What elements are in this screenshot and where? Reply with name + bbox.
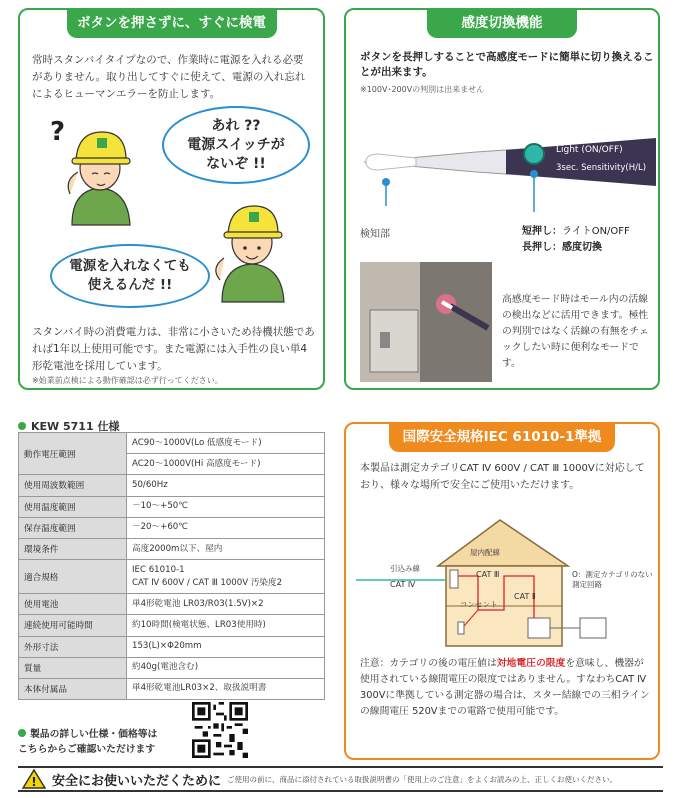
safety-standard-panel — [344, 422, 660, 760]
warning-title: 安全にお使いいただくために — [52, 773, 222, 789]
table-row: 環境条件 高度2000m以下、屋内 — [19, 538, 325, 559]
sensitivity-panel — [344, 8, 660, 390]
label-hikikomi: 引込み線 — [390, 564, 420, 573]
label-cat3: CAT Ⅲ — [476, 570, 500, 579]
spec-title: KEW 5711 仕様 — [18, 418, 119, 434]
no-button-panel — [18, 8, 325, 390]
warning-text: ご使用の前に、商品に添付されている取扱説明書の「使用上のご注意」をよくお読みの上、正しくお使いください。 — [227, 774, 618, 784]
table-row: 使用温度範囲 －10～+50℃ — [19, 496, 325, 517]
long-press-label: 長押し：感度切換 — [522, 242, 602, 253]
spec-table — [18, 432, 325, 700]
table-row: 外形寸法 153(L)×Φ20mm — [19, 636, 325, 657]
table-row: AC20～1000V(Hi 高感度モード) — [19, 454, 325, 475]
table-row: 本体付属品 単4形乾電池LR03×2、取扱説明書 — [19, 678, 325, 699]
label-cat2: CAT Ⅱ — [514, 592, 536, 601]
speech-bubble-happy: 電源を入れなくても 使えるんだ !! — [50, 244, 210, 308]
speech-bubble-confused: あれ ?? 電源スイッチが ないぞ !! — [162, 106, 310, 184]
panel-title: 感度切換機能 — [427, 8, 577, 38]
check-note: ※始業前点検による動作確認は必ず行ってください。 — [32, 376, 223, 385]
mode-description: 高感度モード時はモール内の活線の検出などに活用できます。極性の判別ではなく活線の有無をチェックしたい時に便利なモードです。 — [502, 294, 649, 369]
device-sensitivity-label: 3sec. Sensitivity(H/L) — [556, 163, 647, 173]
table-row: 使用電池 単4形乾電池 LR03/R03(1.5V)×2 — [19, 594, 325, 615]
worker-happy-illustration — [200, 184, 310, 304]
safety-warning-bar — [18, 766, 663, 792]
voltage-note: ※100V･200Vの判別は出来ません — [360, 85, 485, 94]
panel-title: 国際安全規格IEC 61010-1準拠 — [389, 422, 615, 452]
intro-text: 常時スタンバイタイプなので、作業時に電源を入れる必要がありません。取り出してすぐに使えて、電源の入れ忘れによるヒューマンエラーを防止します。 — [32, 54, 306, 100]
qr-code[interactable] — [192, 702, 248, 758]
label-indoor-wiring: 屋内配線 — [470, 548, 500, 557]
label-outlet: コンセント — [460, 600, 498, 609]
standby-text: スタンバイ時の消費電力は、非常に小さいため待機状態であれば1年以上使用可能です。また電源には入手性の良い単4形乾電池を採用しています。 — [32, 326, 315, 372]
lead-text: ボタンを長押しすることで高感度モードに簡単に切り換えることが出来ます。 — [360, 51, 654, 78]
svg-text:!: ! — [31, 775, 37, 789]
usage-photo — [360, 262, 492, 382]
safety-text: 本製品は測定カテゴリCAT Ⅳ 600V / CAT Ⅲ 1000Vに対応しており、様々な場所で安全にご使用いただけます。 — [360, 463, 645, 491]
table-row: 使用周波数範囲 50/60Hz — [19, 475, 325, 496]
worker-confused-illustration — [42, 110, 152, 230]
device-light-label: Light (ON/OFF) — [556, 145, 623, 155]
details-text: 製品の詳しい仕様・価格等は こちらからご確認いただけます — [18, 729, 158, 755]
label-o-category: O：測定カテゴリのない 測定回路 — [572, 570, 653, 589]
table-row: 質量 約40g(電池含む) — [19, 657, 325, 678]
short-press-label: 短押し：ライトON/OFF — [522, 226, 630, 237]
panel-title: ボタンを押さずに、すぐに検電 — [67, 8, 277, 38]
table-row: 動作電圧範囲 AC90～1000V(Lo 低感度モード) — [19, 433, 325, 454]
label-cat4: CAT Ⅳ — [390, 580, 416, 589]
warning-icon — [22, 769, 46, 789]
table-row: 適合規格 IEC 61010-1 CAT Ⅳ 600V / CAT Ⅲ 1000V 汚染度2 — [19, 560, 325, 594]
detect-label: 検知部 — [360, 229, 390, 240]
table-row: 保存温度範囲 －20～+60℃ — [19, 517, 325, 538]
svg-text:?: ? — [50, 117, 66, 147]
table-row: 連続使用可能時間 約10時間(検電状態、LR03使用時) — [19, 615, 325, 636]
category-notice: 注意：カテゴリの後の電圧値は対地電圧の限度を意味し、機器が使用されている線間電圧の限度ではありません。すなわちCAT Ⅳ 300Vに準拠している測定器の場合は、スター結線での三相ラインの線間電圧 520Vまでの電路で使用可能です。 — [360, 658, 650, 717]
voltage-tester-illustration — [356, 114, 656, 224]
